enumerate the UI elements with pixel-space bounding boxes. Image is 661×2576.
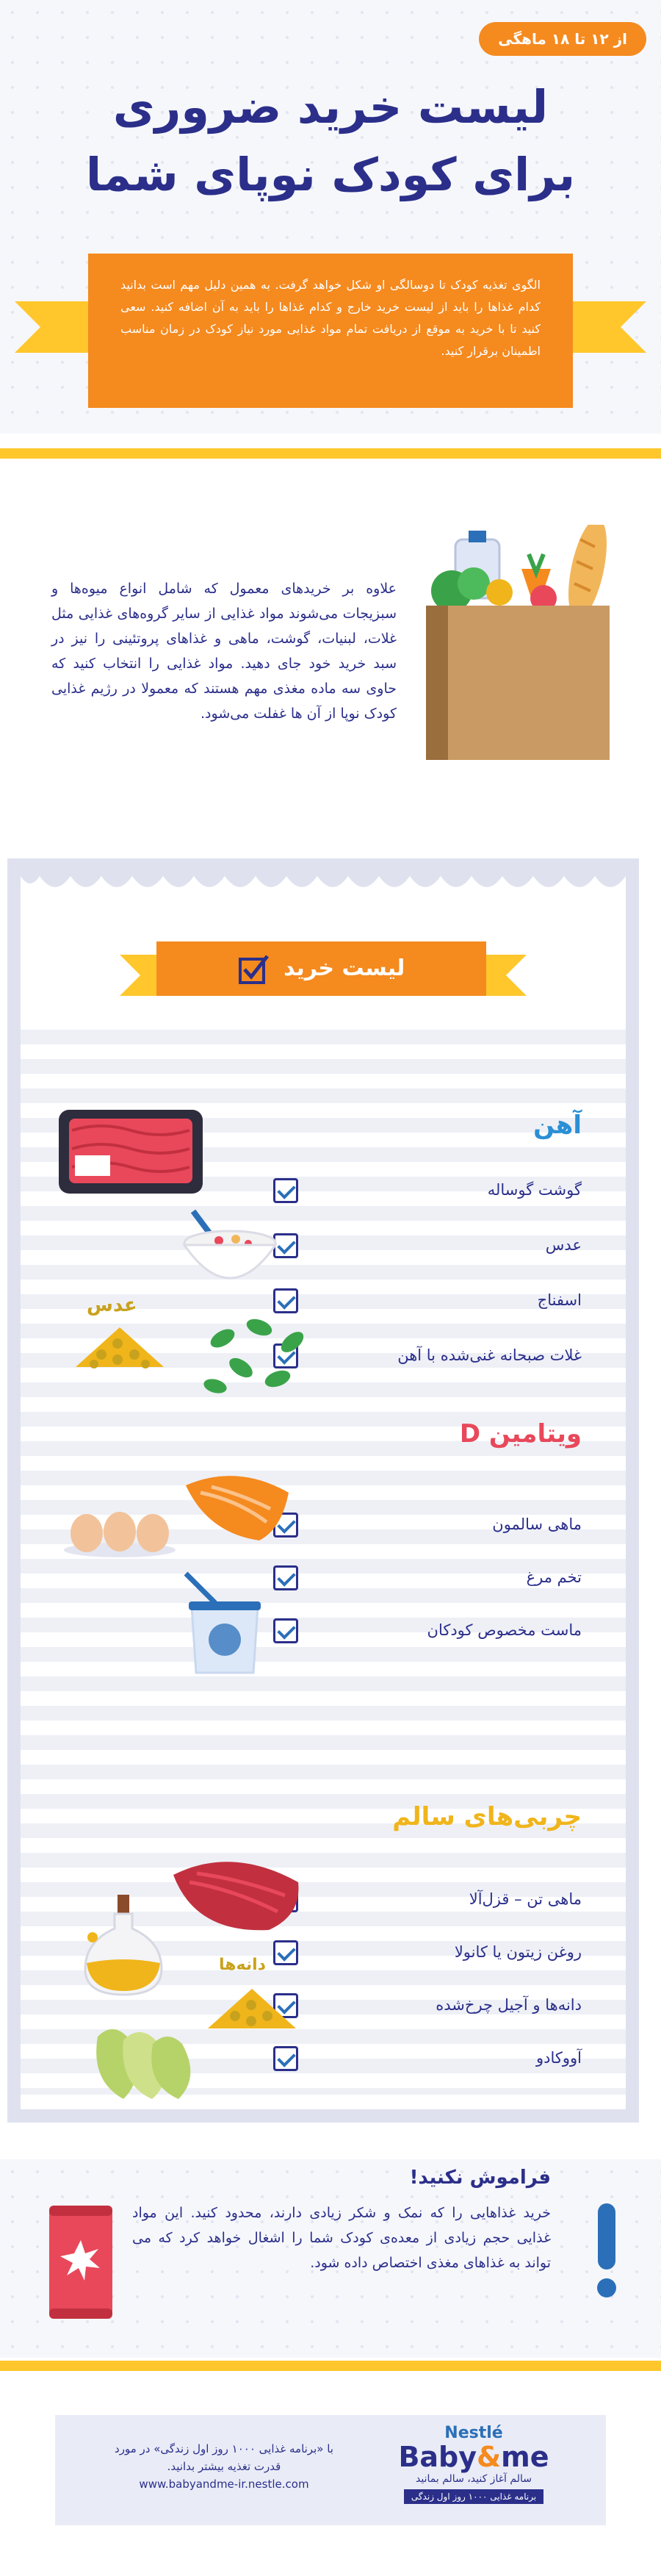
list-title: لیست خرید: [283, 955, 405, 981]
divider-band: [0, 448, 661, 459]
list-item[interactable]: [273, 1341, 582, 1370]
avocado-icon: [90, 2022, 201, 2103]
header-section: [0, 0, 661, 434]
intro-paragraph: علاوه بر خریدهای معمول که شامل انواع میوه‌ها و سبزیجات می‌شوند مواد غذایی از سایر گروه‌های غذایی مثل غلات، لبنیات، گوشت، ماهی و غذاهای پروتئینی را نیز در سبد خرید خود جای دهید. مواد غذایی را انتخاب کنید که حاوی سه ماده مغذی مهم هستند که معمولا در رژیم غذایی کودک نوپا از آن ها غفلت می‌شود.: [51, 581, 397, 722]
wordmark-baby: Baby: [398, 2441, 477, 2473]
page-title: [44, 73, 617, 209]
reminder-section: [0, 2159, 661, 2358]
lentils-label: عدس: [87, 1294, 137, 1316]
footer-url[interactable]: www.babyandme-ir.nestle.com: [139, 2478, 309, 2491]
section-title-vitamin-d: ویتامین D: [459, 1419, 582, 1449]
item-label: ماهی سالمون: [492, 1515, 582, 1533]
item-label: آووکادو: [535, 2049, 582, 2067]
beef-tray-icon: [57, 1108, 204, 1195]
list-title-ribbon: [21, 941, 626, 1005]
list-item[interactable]: [273, 1510, 582, 1539]
list-item[interactable]: [273, 1285, 582, 1315]
list-item[interactable]: [273, 1884, 582, 1914]
item-label: غلات صبحانه غنی‌شده با آهن: [397, 1346, 582, 1364]
item-label: ماست مخصوص کودکان: [427, 1621, 582, 1639]
grocery-bag-icon: [419, 525, 639, 760]
footer-box: [55, 2415, 606, 2525]
tuna-steak-icon: [167, 1853, 303, 1934]
item-label: روغن زیتون یا کانولا: [454, 1943, 582, 1961]
item-label: تخم مرغ: [526, 1568, 582, 1586]
list-item[interactable]: [273, 1230, 582, 1260]
brand-logo: [393, 2424, 555, 2504]
brand-slogan: سالم آغاز کنید، سالم بمانید: [416, 2473, 532, 2485]
footer-text: [84, 2440, 364, 2493]
list-item[interactable]: [273, 1563, 582, 1592]
eggs-icon: [61, 1507, 178, 1559]
lentils-icon: [72, 1321, 167, 1373]
olive-oil-icon: [79, 1893, 167, 1996]
age-badge: از ۱۲ تا ۱۸ ماهگی: [479, 22, 646, 56]
nestle-wordmark: Nestlé: [444, 2424, 503, 2442]
divider-band: [0, 2361, 661, 2371]
list-item[interactable]: [273, 1990, 582, 2020]
title-line-2: برای کودک نوپای شما: [85, 148, 576, 201]
yogurt-icon: [178, 1566, 267, 1676]
section-title-iron: آهن: [533, 1111, 582, 1140]
paper-edge: [21, 869, 626, 905]
checkbox-checked[interactable]: [273, 1178, 298, 1203]
footer-text-line-2: قدرت تغذیه بیشتر بدانید.: [167, 2460, 281, 2473]
title-line-1: لیست خرید ضروری: [112, 80, 549, 134]
list-item[interactable]: [273, 1615, 582, 1645]
item-label: اسفناج: [537, 1291, 582, 1309]
item-label: ماهی تن – قزل‌آلا: [469, 1890, 582, 1908]
reminder-text: خرید غذاهایی را که نمک و شکر زیادی دارند، محدود کنید. این مواد غذایی حجم زیادی از معده‌ی کودک شما را اشغال خواهد کرد که می تواند به غذاهای مغذی اختصاص داده شود.: [132, 2205, 551, 2271]
program-badge: برنامه غذایی ۱۰۰۰ روز اول زندگی: [404, 2489, 543, 2504]
spinach-icon: [201, 1309, 318, 1404]
list-title-box: [156, 941, 486, 996]
footer-text-line-1: با «برنامه غذایی ۱۰۰۰ روز اول زندگی» در مورد: [115, 2442, 333, 2455]
babyandme-wordmark: [393, 2442, 555, 2472]
checkbox-checked[interactable]: [273, 1618, 298, 1643]
intro-ribbon: [0, 254, 661, 408]
exclamation-icon: [596, 2203, 617, 2299]
intro-section: [0, 459, 661, 841]
section-title-healthy-fats: چربی‌های سالم: [392, 1802, 582, 1831]
salmon-icon: [178, 1471, 296, 1544]
nuts-label: دانه‌ها: [219, 1956, 266, 1974]
footer-section: [0, 2371, 661, 2576]
soda-can-icon: [40, 2200, 121, 2325]
intro-ribbon-text: الگوی تغذیه کودک تا دوسالگی او شکل خواهد گرفت. به همین دلیل مهم است بدانید کدام غذاها را باید از لیست خرید خارج و کدام غذاها را باید به آن اضافه کنید. سعی کنید تا با خرید به موقع از دریافت تمام مواد غذایی مورد نیاز کودک در زمان مناسب اطمینان برقرار کنید.: [88, 254, 573, 408]
nuts-icon: [204, 1983, 300, 2034]
item-label: گوشت گوساله: [487, 1181, 582, 1199]
list-item[interactable]: [273, 1937, 582, 1967]
shopping-list-paper: [21, 872, 626, 2109]
shopping-list-card: [7, 858, 639, 2123]
checkbox-checked[interactable]: [273, 2046, 298, 2071]
item-label: دانه‌ها و آجیل چرخ‌شده: [436, 1996, 582, 2014]
list-item[interactable]: [273, 1175, 582, 1205]
cereal-bowl-icon: [178, 1202, 281, 1291]
list-item[interactable]: [273, 2043, 582, 2073]
wordmark-me: me: [501, 2441, 549, 2473]
item-label: عدس: [545, 1236, 582, 1254]
wordmark-amp: &: [477, 2441, 502, 2473]
checkbox-checked[interactable]: [273, 1940, 298, 1965]
checkbox-checked[interactable]: [273, 1565, 298, 1590]
checkbox-icon: [238, 953, 270, 986]
reminder-title: فراموش نکنید!: [409, 2167, 551, 2189]
